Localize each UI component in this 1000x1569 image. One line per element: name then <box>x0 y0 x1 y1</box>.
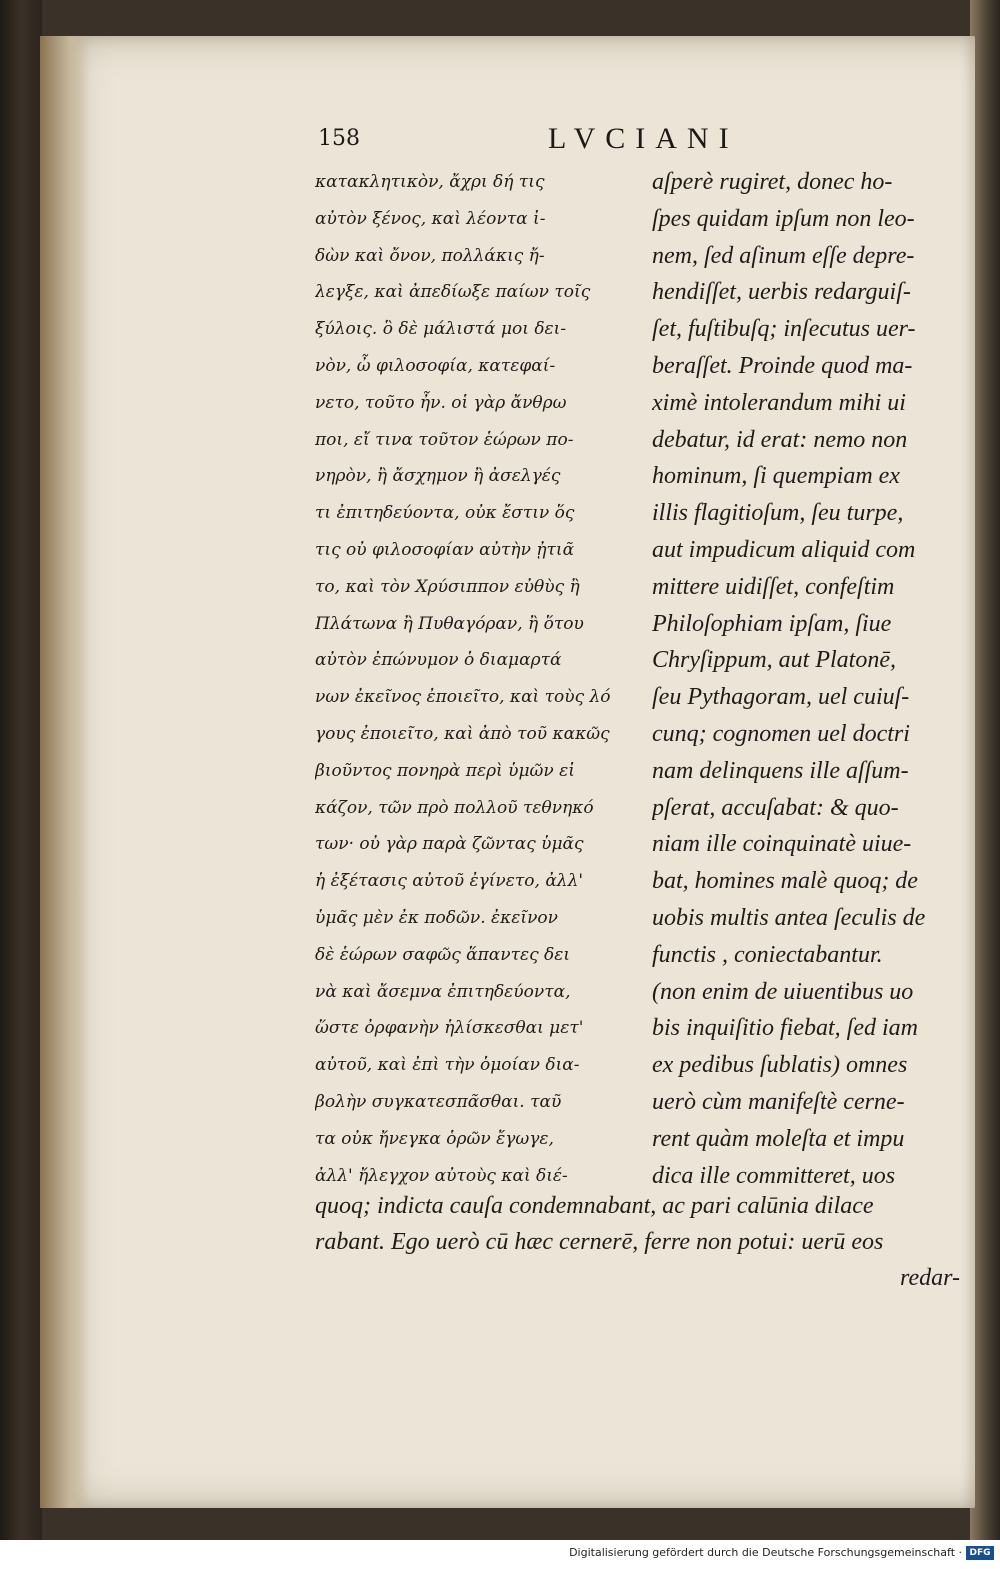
latin-text-line: bis inquiſitio fiebat, ſed iam <box>652 1015 918 1042</box>
latin-text-line: aſperè rugiret, donec ho- <box>652 169 893 195</box>
greek-text-line: δὼν καὶ ὄνον, πολλάκις ἤ- <box>315 245 545 266</box>
greek-text-line: βιοῦντος πονηρὰ περὶ ὑμῶν εἰ <box>315 760 575 781</box>
latin-text-line: hominum, ſi quempiam ex <box>652 463 900 490</box>
greek-text-line: νὰ καὶ ἄσεμνα ἐπιτηδεύοντα, <box>315 981 571 1002</box>
greek-text-line: νηρὸν, ἢ ἄσχημον ἢ ἀσελγές <box>315 466 561 487</box>
latin-text-column <box>652 164 962 1194</box>
running-head: LVCIANI <box>548 122 739 155</box>
greek-text-column <box>315 164 635 1194</box>
page-gutter <box>40 36 90 1508</box>
latin-text-line: quoq; indicta cauſa condemnabant, ac pari calūnia dilace <box>315 1193 874 1219</box>
dfg-logo: DFG <box>966 1546 994 1560</box>
greek-text-line: ἡ ἐξέτασις αὐτοῦ ἐγίνετο, ἀλλ' <box>315 871 584 892</box>
latin-text-line: ximè intolerandum mihi ui <box>652 389 906 416</box>
greek-text-line: αὐτὸν ξένος, καὶ λέοντα ἰ- <box>315 208 546 229</box>
greek-text-line: Πλάτωνα ἢ Πυθαγόραν, ἢ ὅτου <box>315 613 584 634</box>
latin-text-line: uobis multis antea ſeculis de <box>652 904 926 931</box>
full-width-text <box>315 1188 960 1296</box>
latin-text-line: bat, homines malè quoq; de <box>652 868 918 895</box>
greek-text-line: τα οὐκ ἤνεγκα ὁρῶν ἔγωγε, <box>315 1128 554 1149</box>
latin-text-line: aut impudicum aliquid com <box>652 536 916 563</box>
latin-text-line: rabant. Ego uerò cū hæc cernerē, ferre non potui: uerū eos <box>315 1229 884 1255</box>
greek-text-line: ὑμᾶς μὲν ἐκ ποδῶν. ἐκεῖνον <box>315 907 558 928</box>
greek-text-line: αὐτοῦ, καὶ ἐπὶ τὴν ὁμοίαν δια- <box>315 1055 580 1076</box>
latin-text-line: ſet, fuſtibuſq; inſecutus uer- <box>652 316 916 343</box>
greek-text-line: ποι, εἴ τινα τοῦτον ἑώρων πο- <box>315 429 574 450</box>
greek-text-line: ὥστε ὀρφανὴν ἡλίσκεσθαι μετ' <box>315 1018 584 1039</box>
latin-text-line: redar- <box>900 1265 960 1291</box>
greek-text-line: ξύλοις. ὃ δὲ μάλιστά μοι δει- <box>315 319 567 340</box>
greek-text-line: κάζον, τῶν πρὸ πολλοῦ τεθνηκό <box>315 797 594 818</box>
book-spine <box>0 0 42 1540</box>
greek-text-line: νὸν, ὦ φιλοσοφία, κατεφαί- <box>315 355 556 376</box>
greek-text-line: ἀλλ' ἤλεγχον αὐτοὺς καὶ διέ- <box>315 1165 568 1186</box>
greek-text-line: νετο, τοῦτο ἦν. οἱ γὰρ ἄνθρω <box>315 392 567 413</box>
greek-text-line: το, καὶ τὸν Χρύσιππον εὐθὺς ἢ <box>315 576 580 597</box>
latin-text-line: nam delinquens ille aſſum- <box>652 757 909 784</box>
latin-text-line: uerò cùm manifeſtè cerne- <box>652 1088 905 1115</box>
latin-text-line: (non enim de uiuentibus uo <box>652 978 914 1005</box>
latin-text-line: ſpes quidam ipſum non leo- <box>652 205 915 232</box>
digitization-footer <box>0 1540 1000 1569</box>
greek-text-line: των· οὐ γὰρ παρὰ ζῶντας ὑμᾶς <box>315 834 584 855</box>
latin-text-line: mittere uidiſſet, confeſtim <box>652 573 895 600</box>
greek-text-line: κατακλητικὸν, ἄχρι δή τις <box>315 172 545 192</box>
greek-text-line: γους ἐποιεῖτο, καὶ ἀπὸ τοῦ κακῶς <box>315 723 610 744</box>
latin-text-line: hendiſſet, uerbis redarguiſ- <box>652 279 911 306</box>
greek-text-line: τι ἐπιτηδεύοντα, οὐκ ἔστιν ὅς <box>315 503 575 524</box>
latin-text-line: ſeu Pythagoram, uel cuiuſ- <box>652 684 910 711</box>
greek-text-line: νων ἐκεῖνος ἐποιεῖτο, καὶ τοὺς λό <box>315 687 611 708</box>
latin-text-line: nem, ſed aſinum eſſe depre- <box>652 242 915 269</box>
greek-text-line: λεγξε, καὶ ἀπεδίωξε παίων τοῖς <box>315 282 591 303</box>
latin-text-line: dica ille committeret, uos <box>652 1162 896 1189</box>
latin-text-line: debatur, id erat: nemo non <box>652 426 908 453</box>
latin-text-line: pſerat, accuſabat: & quo- <box>652 794 899 821</box>
latin-text-line: functis , coniectabantur. <box>652 941 883 968</box>
latin-text-line: rent quàm moleſta et impu <box>652 1125 905 1152</box>
footer-credit: Digitalisierung gefördert durch die Deutsche Forschungsgemeinschaft · <box>569 1546 962 1559</box>
latin-text-line: niam ille coinquinatè uiue- <box>652 831 912 858</box>
greek-text-line: αὐτὸν ἐπώνυμον ὁ διαμαρτά <box>315 650 562 671</box>
greek-text-line: δὲ ἑώρων σαφῶς ἅπαντες δει <box>315 944 571 965</box>
greek-text-line: βολὴν συγκατεσπᾶσθαι. ταῦ <box>315 1091 562 1112</box>
latin-text-line: cunq; cognomen uel doctri <box>652 720 910 747</box>
latin-text-line: ex pedibus ſublatis) omnes <box>652 1052 908 1079</box>
greek-text-line: τις οὐ φιλοσοφίαν αὐτὴν ᾐτιᾶ <box>315 539 575 560</box>
page-number: 158 <box>318 126 360 151</box>
page-header <box>0 122 1000 162</box>
latin-text-line: illis flagitioſum, ſeu turpe, <box>652 500 904 527</box>
latin-text-line: Chryſippum, aut Platonē, <box>652 647 896 674</box>
latin-text-line: Philoſophiam ipſam, ſiue <box>652 610 892 637</box>
latin-text-line: beraſſet. Proinde quod ma- <box>652 352 913 379</box>
